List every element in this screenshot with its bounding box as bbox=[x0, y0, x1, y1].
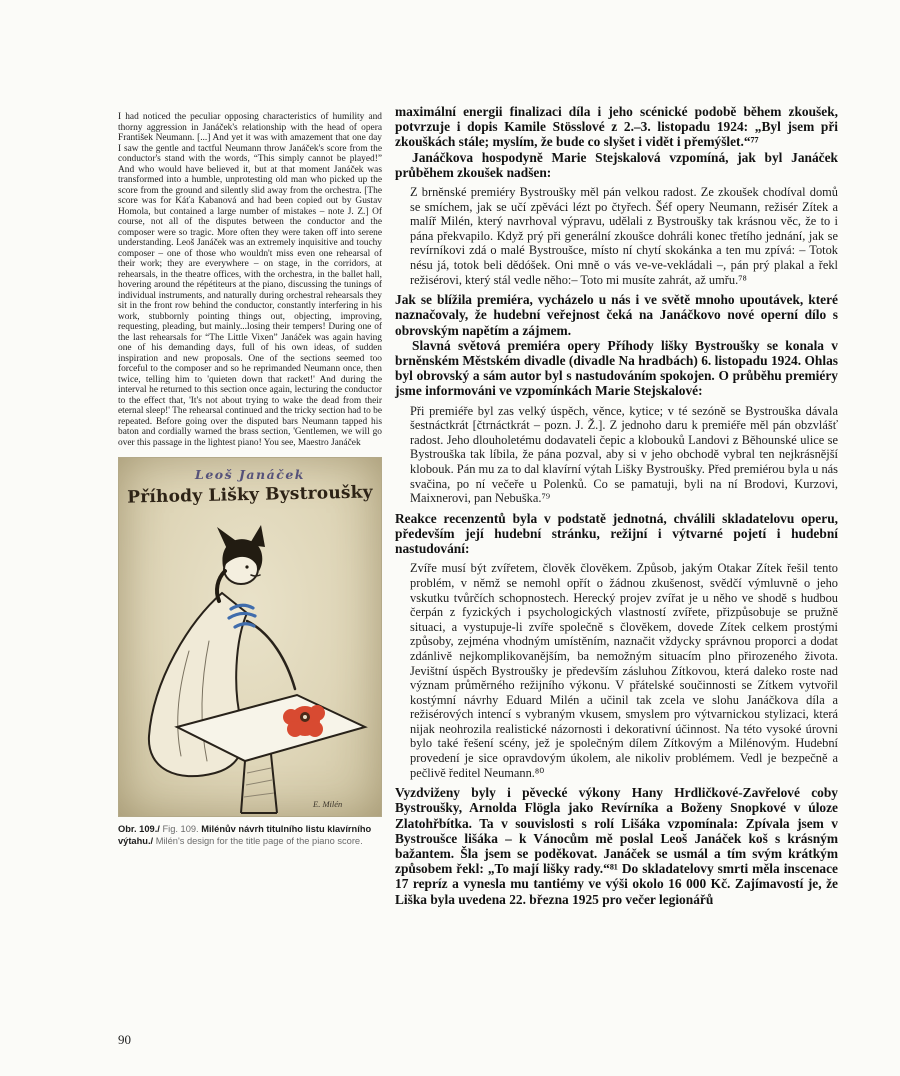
paragraph-main: Vyzdviženy byly i pěvecké výkony Hany Hrdličkové-Zavřelové coby Bystroušky, Arnolda Flögla jako Revírníka a Boženy Snopkové v úloze Zlatohřbítka. Ta v souvislosti s rolí Lišáka vzpomínala: Zpívala jsem v Bystroušce lišáka – k Vánocům mě poslal Leoš Janáček koš s krásným bažantem. Šla jsem se poděkovat. Janáček se usmál a tím svým krátkým způsobem řekl: „To mají lišky rady.“⁸¹ Do skladatelovy smrti měla inscenace 17 repríz a vynesla mu tantiémy ve výši okolo 16 000 Kč. Zajímavostí je, že Liška byla uvedena 22. března 1925 pro večer legionářů bbox=[395, 785, 838, 907]
artist-signature: E. Milén bbox=[313, 799, 343, 809]
artwork-author-lettering: Leoš Janáček bbox=[195, 467, 305, 482]
caption-text-en: Milén's design for the title page of the piano score. bbox=[155, 836, 363, 846]
paragraph-main: Reakce recenzentů byla v podstatě jednotná, chválili skladatelovu operu, především její hudební stránku, režijní i výtvarné pojetí i hudební nastudování: bbox=[395, 510, 838, 557]
paragraph-main: Janáčkova hospodyně Marie Stejskalová vzpomíná, jak byl Janáček průběhem zkoušek nadšen: bbox=[395, 149, 838, 180]
paragraph-main: Slavná světová premiéra opery Příhody lišky Bystroušky se konala v brněnském Městském divadle (divadle Na hradbách) 6. listopadu 1924. Ohlas byl obrovský a sám autor byl s nastudováním spokojen. O průběhu premiéry jsme informováni ve vzpomínkách Marie Stejskalové: bbox=[395, 337, 838, 399]
vixen-sketch-illustration bbox=[119, 521, 381, 816]
caption-label-cs: Obr. 109./ bbox=[118, 824, 160, 834]
left-column bbox=[118, 112, 382, 847]
right-column bbox=[395, 104, 838, 907]
artwork-title-lettering: Příhody Lišky Bystroušky bbox=[127, 482, 373, 508]
paragraph-main: Jak se blížila premiéra, vycházelo u nás i ve světě mnoho upoutávek, které naznačovaly, že hudební veřejnost čeká na Janáčkovo nové operní dílo s obrovským napětím a zájmem. bbox=[395, 292, 838, 338]
red-flower bbox=[283, 705, 325, 737]
paragraph-quote: Při premiéře byl zas velký úspěch, věnce, kytice; v té sezóně se Bystrouška dávala šestnáctkrát [čtrnáctkrát – pozn. J. Ž.]. Z jednoho daru k premiéře měl pán obzvlášť radost. Jeho dlouholetému dodavateli čepic a klobouků Landovi z Běhounské ulice se Bystrouška tak líbila, že pána pozval, aby si v jeho obchodě vybral ten nejkrásnější klobouk. Pán mu za to dal klavírní výtah Lišky Bystroušky. Před premiérou byla u nás svačina, po ní večeře u Polenků. Co se pamatuji, byli na ní Brodovi, Kurzovi, Maixnerovi, pan Nebuška.⁷⁹ bbox=[410, 403, 838, 506]
page-number: 90 bbox=[118, 1032, 131, 1047]
caption-label-en: Fig. 109. bbox=[162, 824, 199, 834]
figure-caption bbox=[118, 823, 382, 847]
paragraph-quote: Zvíře musí být zvířetem, člověk člověkem. Způsob, jakým Otakar Zítek řešil tento problém, v němž se nemohl opřít o žádnou zkušenost, svědčí výmluvně o jeho vskutku tvůrčích schopnostech. Herecký projev zvířat je u něho ve shodě s hudbou čerpán z fyzických i psychologických vlastností zvířete, přizpůsobuje se pružně situaci, a vystupuje-li zvíře společně s člověkem, dovede Zítek celkem prostými způsoby, zejména vhodným umístěním, naznačit vždycky správnou proporci a dodat zdánlivě nejkomplikovanějším, ba nemožným situacím plno přirozeného života. Jevištní úspěch Bystroušky je především zásluhou Zítkovou, která daleko roste nad význam průměrného režijního výkonu. V přátelské součinnosti se Zítkem vytvořil kostýmní návrhy Eduard Milén a učinil tak zcela ve slohu Janáčkova díla a režisérových intencí s vybraným vkusem, smyslem pro výtvarnickou stylizaci, která nijak neohrozila realistické názornosti i dekorativní účinnost. Na této vysoké úrovni bylo také řešení scény, jež je společným dílem Zítkovým a Milénovým. Hudební provedení je sice opravdovým úkolem, ale nikoliv problémem. Vedl je bezpečně a pečlivě ředitel Neumann.⁸⁰ bbox=[410, 561, 838, 780]
caption-text-cs: Milénův návrh titulního listu klavírního výtahu./ bbox=[118, 824, 372, 846]
vixen-title-page-artwork bbox=[118, 457, 382, 817]
fox-ear-right bbox=[249, 525, 265, 547]
figure-109 bbox=[118, 457, 382, 847]
paragraph-main: maximální energii finalizaci díla i jeho scénické podobě během zkoušek, potvrzuje i dopis Kamile Stösslové z 2.–3. listopadu 1924: „Byl jsem při zkouškách stále; myslím, že bude co slyšet i vidět i přemýšlet.“⁷⁷ bbox=[395, 104, 838, 150]
english-memoir-quote: I had noticed the peculiar opposing characteristics of humility and thorny aggression in Janáček's relationship with the head of opera František Neumann. [...] And yet it was with amazement that one day I saw the gentle and tactful Neumann throw Janáček's score from the conductor's stand with the words, “This simply cannot be played!” And who would have believed it, but at that moment Janáček was transformed into a humble, unprotesting old man who picked up the score from the ground and silently slid away from the orchestra. [The score was for Káťa Kabanová and had been copied out by Gustav Homola, but contained a large number of mistakes – note J. Z.] Of course, not all of the disputes between the conductor and the composer were so tragic. More often they were taken off into serene understanding. Leoš Janáček was an extremely inquisitive and touchy composer – one of those who wouldn't miss even one rehearsal of their work; they are everywhere – on stage, in the corridors, at rehearsals, in the theatre offices, with the orchestra, in the ballet hall, hovering around the répétiteurs at the piano, discussing the tunings of individual instruments, and naturally during orchestral rehearsals they sit in the front row behind the conductor, constantly interfering in his work, stubbornly pointing things out, objecting, improving, requesting, pleading, but mainly...losing their tempers! During one of the last rehearsals for “The Little Vixen” Janáček was again having one of his demanding days, full of his own ideas, of sudden inspiration and new proposals. One of the sections seemed too forceful to the composer and so he reprimanded Neumann once, then twice, telling him to 'quieten down that racket!' And during the interval he returned to this section once again, lecturing the conductor to the effect that, 'It's not about trying to wake the dead from their eternal sleep!' The rehearsal continued and the tricky section had to be repeated. Before going over the disputed bars Neumann tapped his baton and cordially warned the brass section, 'Gentlemen, we will go over this passage in the lightest piano! You see, Maestro Janáček bbox=[118, 112, 382, 448]
paragraph-quote: Z brněnské premiéry Bystroušky měl pán velkou radost. Ze zkoušek chodíval domů se smíchem, jak se učí zpěváci lézt po čtyřech. Šéf opery Neumann, režisér Zítek a malíř Milén, který navrhoval výpravu, udělali z Bystroušky tak krásnou věc, že to i pána překvapilo. Když prý při generální zkoušce dohráli konec třetího jednání, jak se revírníkovi zdá o malé Bystroušce, místo ní chytí skokánka a ten mu zpívá: – Totok nésu já, totok beli dědóšek. Oni mně o vás ve-ve-vekládali –, pán prý plakal a řekl režisérovi, který stál vedle něho:– Toto mi musíte zahrát, až umřu.⁷⁸ bbox=[410, 185, 838, 287]
